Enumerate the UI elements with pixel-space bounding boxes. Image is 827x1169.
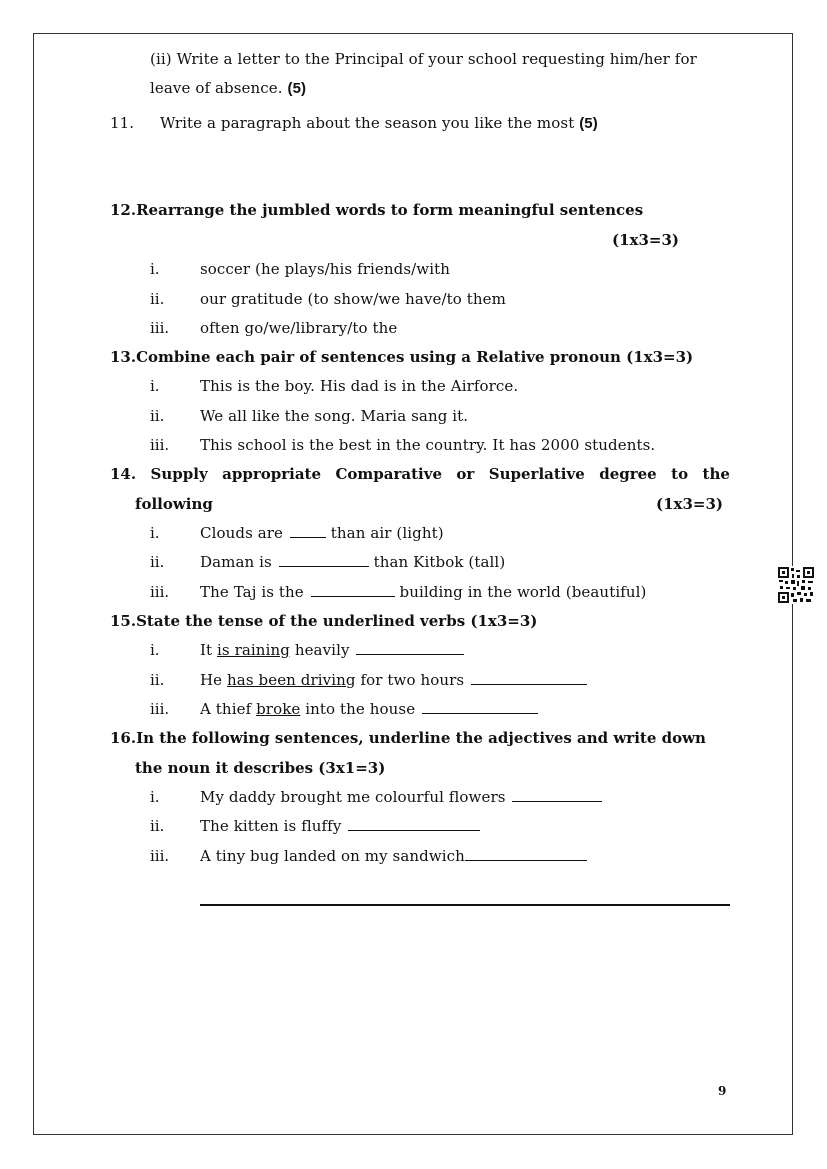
q14-word: Comparative	[335, 465, 442, 483]
q16-item	[200, 817, 480, 835]
q14-word: Supply	[150, 465, 208, 483]
q12-item-text: often go/we/library/to the	[200, 319, 398, 337]
q14-item	[200, 524, 444, 542]
q11-line	[160, 114, 598, 132]
q16-item	[200, 847, 587, 865]
q15-item-num: i.	[150, 641, 160, 659]
answer-blank[interactable]	[471, 683, 587, 685]
q14-word: the	[702, 465, 730, 483]
q12-item-num: iii.	[150, 319, 170, 337]
q10-ii-line2	[150, 79, 306, 97]
answer-blank[interactable]	[356, 653, 464, 655]
q14-item-before: Clouds are	[200, 524, 284, 542]
q14-heading-line2: following	[135, 495, 213, 513]
q12-item-num: i.	[150, 260, 160, 278]
underlined-verb: has been driving	[227, 671, 356, 689]
q14-item-num: i.	[150, 524, 160, 542]
q15-item-after: for two hours	[360, 671, 465, 689]
q15-item-before: He	[200, 671, 223, 689]
answer-blank[interactable]	[465, 859, 587, 861]
q12-item-text: soccer (he plays/his friends/with	[200, 260, 451, 278]
q14-word: 14.	[110, 465, 137, 483]
q16-item-text: The kitten is fluffy	[200, 817, 342, 835]
q15-item-after: into the house	[305, 700, 416, 718]
answer-blank[interactable]	[290, 536, 326, 538]
underlined-verb: is raining	[217, 641, 290, 659]
q10-ii-marks: (5)	[287, 80, 307, 97]
q15-item	[200, 671, 587, 689]
answer-blank[interactable]	[348, 829, 480, 831]
q10-ii-text: leave of absence.	[150, 79, 283, 97]
q10-ii-line1: (ii) Write a letter to the Principal of your school requesting him/her for	[150, 50, 697, 68]
q16-item-text: My daddy brought me colourful flowers	[200, 788, 506, 806]
q11-marks: (5)	[579, 115, 598, 132]
q15-item-before: It	[200, 641, 213, 659]
q15-item	[200, 700, 538, 718]
q14-item-before: The Taj is the	[200, 583, 304, 601]
q14-item-after: building in the world (beautiful)	[399, 583, 647, 601]
q14-word: degree	[599, 465, 657, 483]
q15-item-num: ii.	[150, 671, 165, 689]
answer-blank[interactable]	[512, 800, 602, 802]
q16-item-num: i.	[150, 788, 160, 806]
q15-item-num: iii.	[150, 700, 170, 718]
q13-item-num: i.	[150, 377, 160, 395]
q14-word: or	[456, 465, 475, 483]
q15-item-before: A thief	[200, 700, 252, 718]
page-number: 9	[718, 1084, 727, 1098]
qr-code-icon	[777, 566, 815, 604]
q16-item-num: iii.	[150, 847, 170, 865]
q14-item-before: Daman is	[200, 553, 272, 571]
q13-item-num: iii.	[150, 436, 170, 454]
q14-item-after: than air (light)	[330, 524, 444, 542]
q13-item-text: This is the boy. His dad is in the Airforce.	[200, 377, 519, 395]
answer-blank[interactable]	[311, 595, 395, 597]
q15-item-after: heavily	[294, 641, 350, 659]
q14-item-num: iii.	[150, 583, 170, 601]
q14-word: appropriate	[222, 465, 322, 483]
q14-item-after: than Kitbok (tall)	[373, 553, 506, 571]
q11-text: Write a paragraph about the season you like the most	[160, 114, 575, 132]
q12-item-text: our gratitude (to show/we have/to them	[200, 289, 506, 308]
q12-heading: 12.Rearrange the jumbled words to form meaningful sentences	[110, 201, 644, 219]
q14-item-num: ii.	[150, 553, 165, 571]
q12-marks: (1x3=3)	[612, 231, 680, 249]
answer-blank[interactable]	[279, 565, 369, 567]
q13-heading: 13.Combine each pair of sentences using a Relative pronoun (1x3=3)	[110, 348, 694, 366]
q16-item	[200, 788, 602, 806]
q14-item	[200, 553, 505, 571]
q14-word: Superlative	[488, 465, 585, 483]
q12-item-num: ii.	[150, 289, 165, 308]
q15-heading: 15.State the tense of the underlined verbs (1x3=3)	[110, 612, 538, 630]
q14-heading	[110, 465, 730, 483]
q13-item-text: This school is the best in the country. It has 2000 students.	[200, 436, 656, 454]
q14-item	[200, 583, 646, 601]
q13-item-text: We all like the song. Maria sang it.	[200, 406, 469, 425]
answer-blank[interactable]	[422, 712, 538, 714]
end-rule	[200, 904, 730, 906]
q11-number: 11.	[110, 114, 135, 132]
q16-heading-line2: the noun it describes (3x1=3)	[135, 759, 386, 777]
q14-marks: (1x3=3)	[656, 495, 724, 513]
q15-item	[200, 641, 464, 659]
q16-heading-line1: 16.In the following sentences, underline the adjectives and write down	[110, 729, 706, 747]
q14-word: to	[671, 465, 689, 483]
q16-item-num: ii.	[150, 817, 165, 835]
q16-item-text: A tiny bug landed on my sandwich	[200, 847, 465, 865]
underlined-verb: broke	[256, 700, 301, 718]
q13-item-num: ii.	[150, 406, 165, 425]
